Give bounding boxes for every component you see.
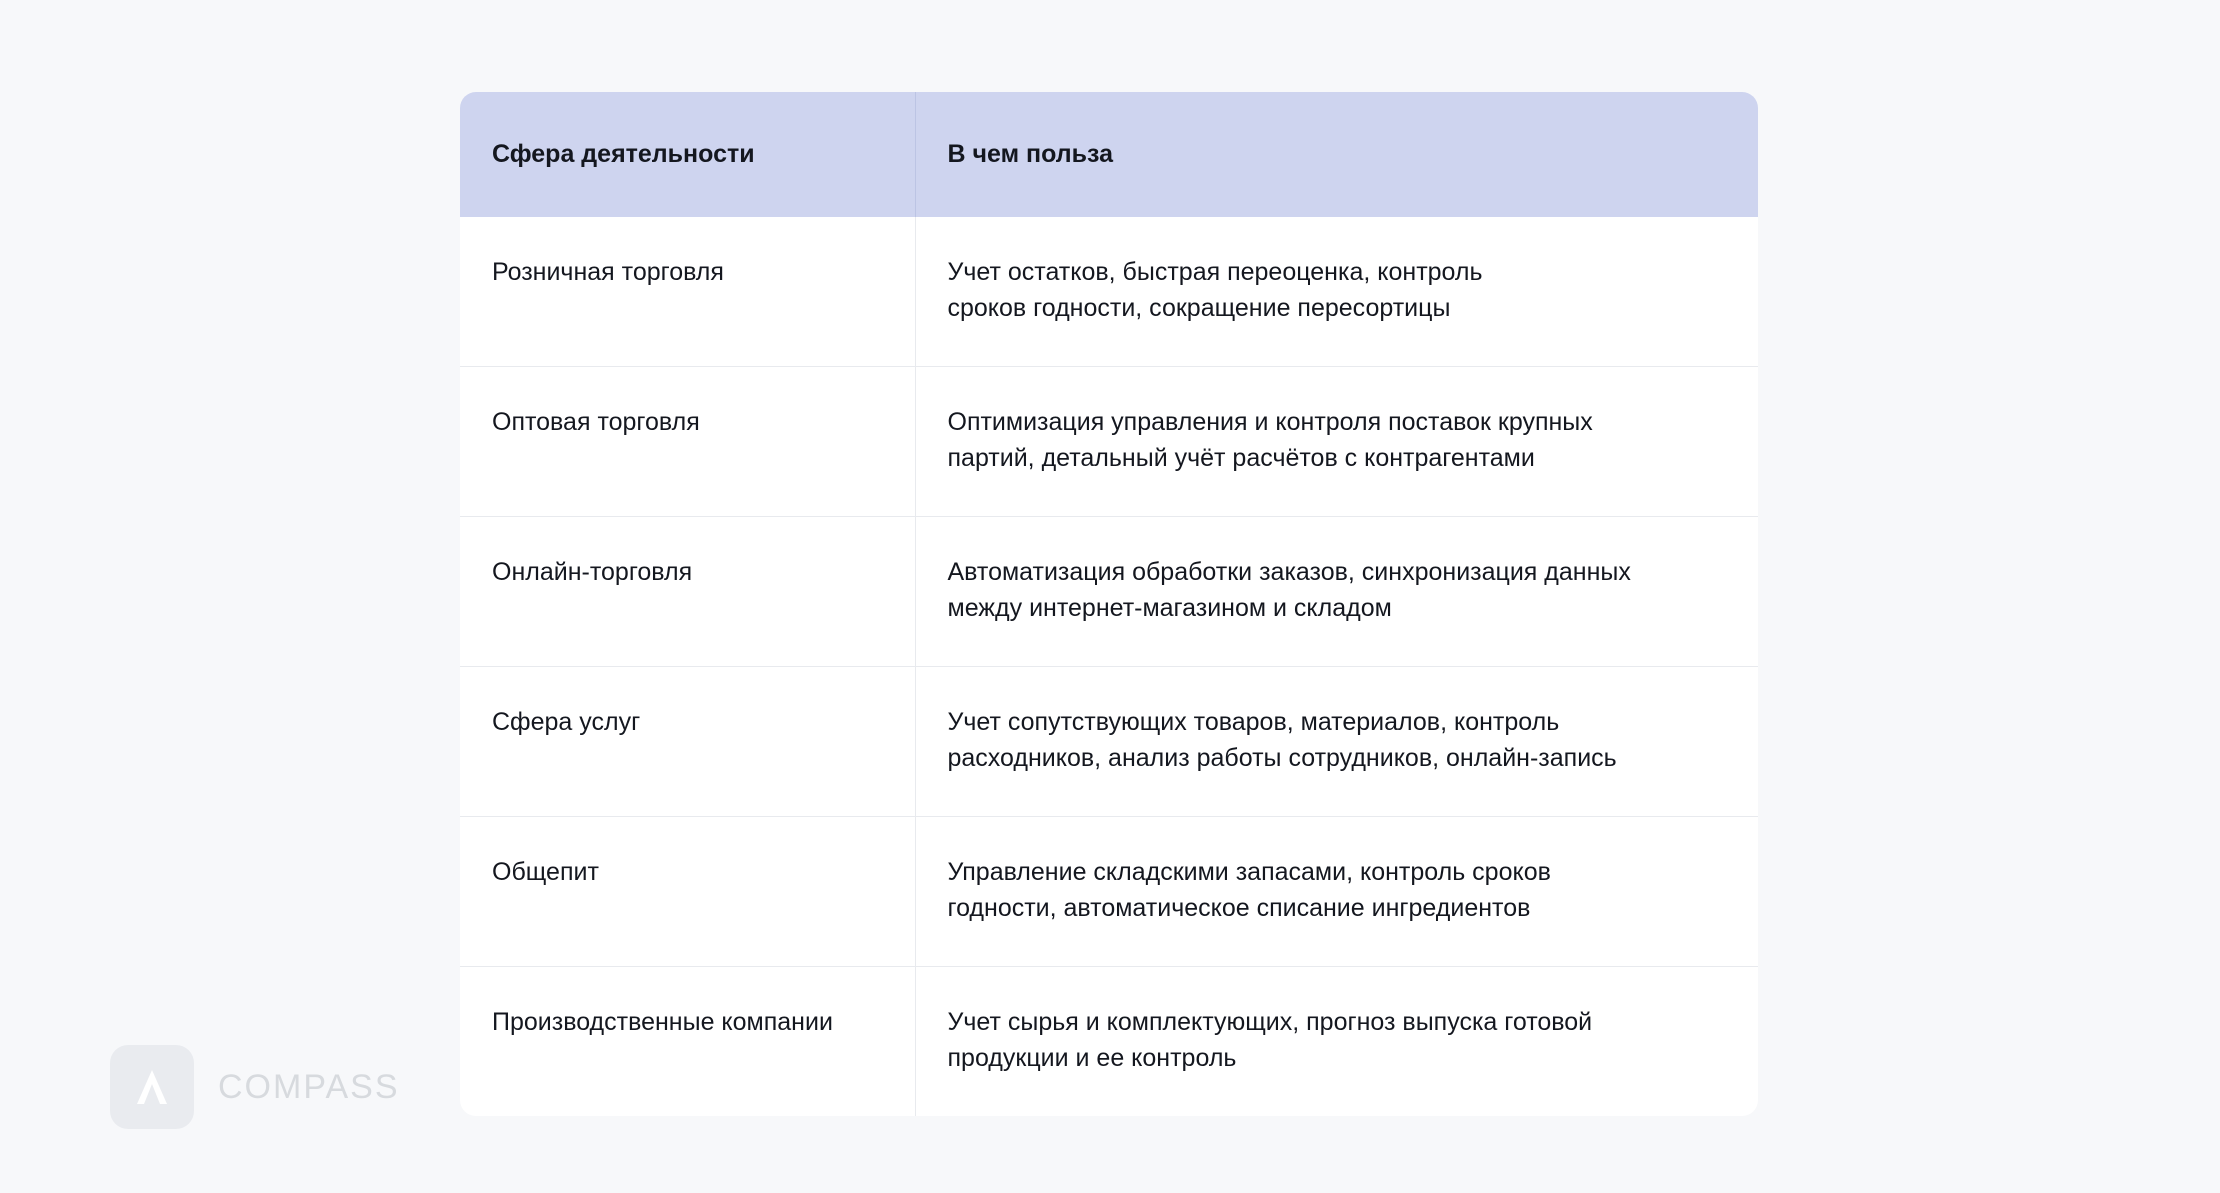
table-row [460, 667, 1758, 817]
cell-benefit-line: продукции и ее контроль [947, 1043, 1237, 1072]
table-header-row [460, 92, 1758, 217]
cell-benefit [915, 517, 1758, 667]
table-header [460, 92, 1758, 217]
watermark-label: COMPASS [218, 1067, 400, 1106]
table-row [460, 217, 1758, 367]
table-body [460, 217, 1758, 1116]
cell-benefit-line: годности, автоматическое списание ингредиентов [947, 893, 1531, 922]
column-header-sphere: Сфера деятельности [460, 92, 915, 217]
table-row [460, 367, 1758, 517]
cell-sphere: Оптовая торговля [460, 367, 915, 517]
cell-benefit-line: между интернет-магазином и складом [947, 593, 1392, 622]
cell-sphere: Общепит [460, 817, 915, 967]
comparison-table [460, 92, 1758, 1116]
cell-benefit-line: Учет остатков, быстрая переоценка, контроль [947, 258, 1483, 286]
cell-benefit-line: Оптимизация управления и контроля поставок крупных [947, 408, 1593, 436]
column-header-benefit: В чем польза [915, 92, 1758, 217]
cell-benefit [915, 367, 1758, 517]
cell-sphere: Сфера услуг [460, 667, 915, 817]
table-row [460, 967, 1758, 1117]
compass-logo-icon [110, 1045, 194, 1129]
cell-benefit-line: расходников, анализ работы сотрудников, онлайн-запись [947, 743, 1617, 772]
cell-benefit [915, 817, 1758, 967]
cell-sphere: Производственные компании [492, 1008, 833, 1036]
comparison-table-card [460, 92, 1758, 1116]
cell-sphere: Онлайн-торговля [460, 517, 915, 667]
cell-benefit [915, 217, 1758, 367]
cell-benefit-line: партий, детальный учёт расчётов с контрагентами [947, 443, 1535, 472]
cell-benefit [915, 667, 1758, 817]
cell-benefit-line: Учет сопутствующих товаров, материалов, контроль [947, 708, 1560, 736]
cell-sphere: Розничная торговля [460, 217, 915, 367]
table-row [460, 517, 1758, 667]
cell-benefit-line: сроков годности, сокращение пересортицы [947, 293, 1451, 322]
cell-benefit-line: Управление складскими запасами, контроль сроков [947, 858, 1551, 886]
cell-benefit-line: Учет сырья и комплектующих, прогноз выпуска готовой [947, 1008, 1593, 1036]
watermark [110, 1045, 400, 1129]
cell-benefit [915, 967, 1758, 1117]
cell-benefit-line: Автоматизация обработки заказов, синхронизация данных [947, 558, 1631, 586]
table-row [460, 817, 1758, 967]
